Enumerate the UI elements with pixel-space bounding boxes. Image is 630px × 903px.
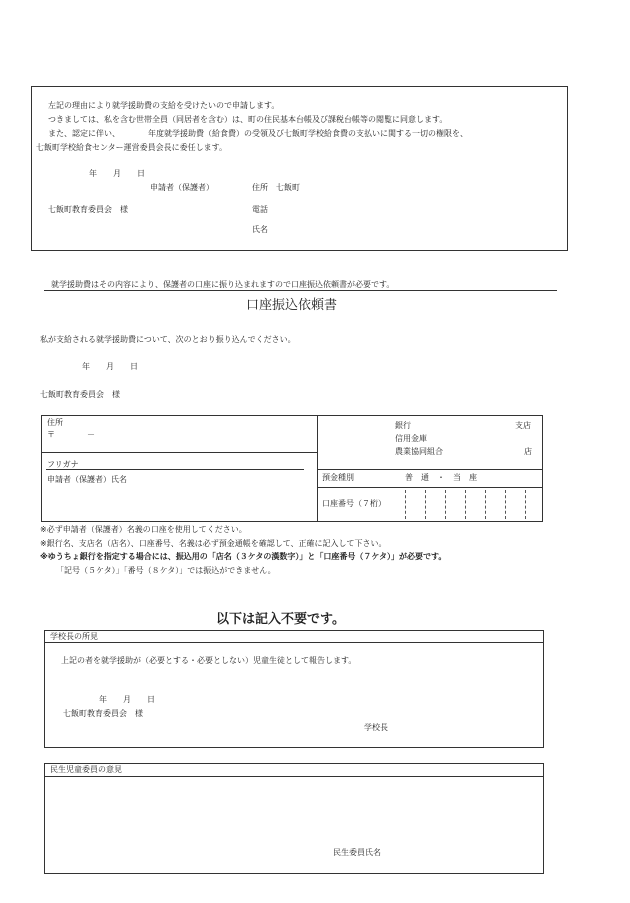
notice-underline <box>44 290 557 291</box>
table-account-label: 口座番号（７桁） <box>322 499 386 508</box>
account-digit-divider <box>405 490 406 519</box>
transfer-addressee: 七飯町教育委員会 様 <box>40 390 120 399</box>
principal-box <box>44 630 544 748</box>
table-furigana-label: フリガナ <box>47 460 79 469</box>
note-4: 「記号（５ケタ）」「番号（８ケタ）」では振込ができません。 <box>56 566 276 575</box>
note-2: ※銀行名、支店名（店名）、口座番号、名義は必ず預金通帳を確認して、正確に記入して下さい。 <box>40 539 387 548</box>
notice-text: 就学援助費はその内容により、保護者の口座に振り込まれますので口座振込依頼書が必要です。 <box>51 280 395 289</box>
principal-date: 年 月 日 <box>99 695 155 704</box>
table-divider-right-1 <box>317 469 543 470</box>
table-divider-right-2 <box>317 487 543 488</box>
principal-label: 学校長の所見 <box>50 632 98 641</box>
table-bank-label: 銀行 <box>395 421 411 430</box>
welfare-label-divider <box>44 776 544 777</box>
declaration-line-3: また、認定に伴い、 年度就学援助費（給食費）の受領及び七飯町学校給食費の支払いに関する一切の権限を、 <box>48 129 468 138</box>
account-digit-divider <box>445 490 446 519</box>
welfare-label: 民生児童委員の意見 <box>50 765 122 774</box>
transfer-date: 年 月 日 <box>82 362 138 371</box>
principal-signer: 学校長 <box>364 723 388 732</box>
declaration-line-1: 左記の理由により就学援助費の支給を受けたいので申請します。 <box>48 101 280 110</box>
declaration-date: 年 月 日 <box>89 169 145 178</box>
welfare-box <box>44 763 544 874</box>
not-required-heading: 以下は記入不要です。 <box>216 612 345 627</box>
declaration-line-4: 七飯町学校給食センター運営委員会長に委任します。 <box>36 143 228 152</box>
account-digit-divider <box>525 490 526 519</box>
account-digit-divider <box>505 490 506 519</box>
table-postal-mark: 〒 <box>47 430 55 439</box>
declaration-address-label: 住所 七飯町 <box>252 183 300 192</box>
table-divider-left <box>41 452 317 453</box>
table-deposit-type-label: 預金種別 <box>322 473 354 482</box>
principal-addressee: 七飯町教育委員会 様 <box>63 709 143 718</box>
table-branch-label: 支店 <box>515 421 531 430</box>
table-deposit-type-options: 普 通 ・ 当 座 <box>405 473 477 482</box>
table-address-label: 住所 <box>47 418 63 427</box>
note-1: ※必ず申請者（保護者）名義の口座を使用してください。 <box>40 525 247 534</box>
table-branch2-label: 店 <box>524 447 532 456</box>
transfer-title: 口座振込依頼書 <box>246 298 338 313</box>
welfare-signer: 民生委員氏名 <box>333 848 381 857</box>
declaration-phone-label: 電話 <box>252 205 268 214</box>
table-shinkin-label: 信用金庫 <box>395 434 427 443</box>
principal-text: 上記の者を就学援助が（必要とする・必要としない）児童生徒として報告します。 <box>61 656 357 665</box>
table-nokyo-label: 農業協同組合 <box>395 447 443 456</box>
account-digit-divider <box>485 490 486 519</box>
table-applicant-name-label: 申請者（保護者）氏名 <box>47 475 127 484</box>
declaration-name-label: 氏名 <box>252 225 268 234</box>
principal-label-divider <box>44 642 544 643</box>
transfer-intro: 私が支給される就学援助費について、次のとおり振り込んでください。 <box>40 335 296 344</box>
declaration-line-2: つきましては、私を含む世帯全員（同居者を含む）は、町の住民基本台帳及び課税台帳等の閲覧に同意します。 <box>48 115 448 124</box>
furigana-underline <box>46 469 304 470</box>
note-3: ※ゆうちょ銀行を指定する場合には、振込用の「店名（３ケタの漢数字）」と「口座番号（７ケタ）」が必要です。 <box>40 552 447 561</box>
declaration-addressee: 七飯町教育委員会 様 <box>48 205 128 214</box>
account-digit-divider <box>425 490 426 519</box>
account-digit-divider <box>465 490 466 519</box>
table-postal-dash: － <box>87 430 95 439</box>
declaration-applicant-label: 申請者（保護者） <box>150 183 214 192</box>
